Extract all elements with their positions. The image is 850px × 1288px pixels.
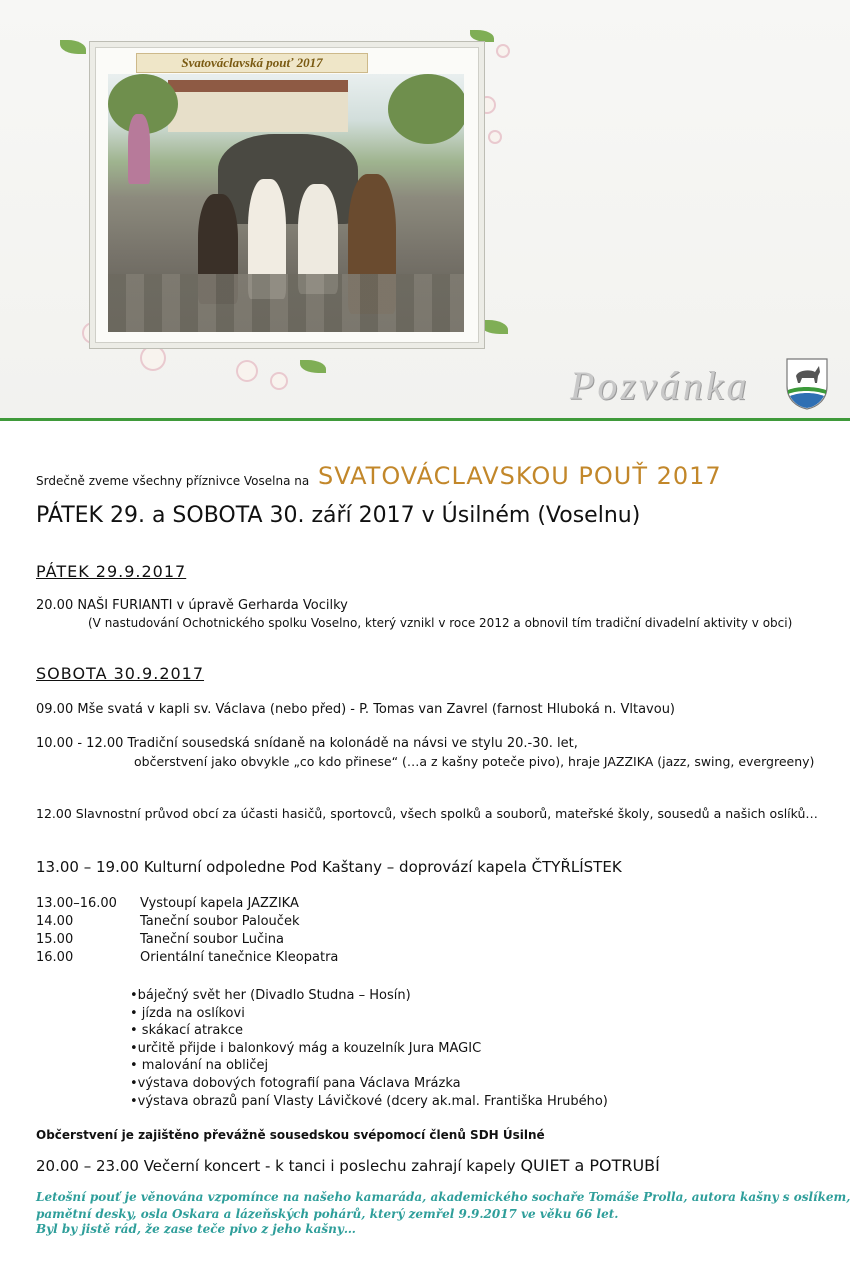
schedule-item: Taneční soubor Palouček [140,914,300,929]
schedule-time: 14.00 [36,914,74,929]
concert-bands: QUIET a POTRUBÍ [520,1156,660,1175]
photo-tree [388,74,464,144]
frame-title: Svatováclavská pouť 2017 [136,53,368,73]
pozvanka-title: Pozvánka [570,363,750,408]
list-item: •určitě přijde i balonkový mág a kouzelník Jura MAGIC [130,1041,482,1056]
photo-frame [96,48,478,342]
event-dates: PÁTEK 29. a SOBOTA 30. září 2017 v Úsilném (Voselnu) [36,503,641,528]
decorative-leaf [480,320,508,334]
memorial-line2: pamětní desky, osla Oskara a lázeňských pohárů, který zemřel 9.9.2017 ve věku 66 let. [36,1207,619,1221]
photo-building [168,92,348,132]
photo-person [128,114,150,184]
decorative-flower [496,44,510,58]
breakfast-line1: 10.00 - 12.00 Tradiční sousedská snídaně na kolonádě na návsi ve stylu 20.-30. let, [36,736,578,751]
friday-line1: 20.00 NAŠI FURIANTI v úpravě Gerharda Vocilky [36,598,348,613]
memorial-line3: Byl by jistě rád, že zase teče pivo z jeho kašny… [36,1222,356,1236]
event-photo [108,74,464,332]
decorative-flower [270,372,288,390]
list-item: • malování na obličej [130,1058,269,1073]
header-banner [0,0,850,420]
photo-pavement [108,274,464,332]
decorative-flower [140,345,166,371]
village-crest-donkey-icon [784,356,830,410]
invite-text: Srdečně zveme všechny příznivce Voselna na [36,474,310,488]
list-item: •báječný svět her (Divadlo Studna – Hosín) [130,988,411,1003]
parade-line: 12.00 Slavnostní průvod obcí za účasti hasičů, sportovců, všech spolků a souborů, mateřské školy, sousedů a našich oslíků… [36,806,818,821]
breakfast-line2: občerstvení jako obvykle „co kdo přinese“ (…a z kašny poteče pivo), hraje JAZZIKA (jazz, swing, evergreeny) [134,754,815,769]
schedule-time: 13.00–16.00 [36,896,117,911]
decorative-leaf [470,30,494,42]
afternoon-line: 13.00 – 19.00 Kulturní odpoledne Pod Kaštany – doprovází kapela ČTYŘLÍSTEK [36,858,622,876]
friday-heading: PÁTEK 29.9.2017 [36,562,187,581]
refreshments-note: Občerstvení je zajištěno převážně sousedskou svépomocí členů SDH Úsilné [36,1128,545,1142]
list-item: •výstava dobových fotografií pana Václava Mrázka [130,1076,461,1091]
photo-fountain [218,134,358,224]
concert-text: 20.00 – 23.00 Večerní koncert - k tanci i poslechu zahrají kapely [36,1157,521,1175]
list-item: • jízda na oslíkovi [130,1006,245,1021]
decorative-flower [478,96,496,114]
schedule-item: Vystoupí kapela JAZZIKA [140,896,299,911]
decorative-flower [488,130,502,144]
saturday-heading: SOBOTA 30.9.2017 [36,664,205,683]
decorative-flower [236,360,258,382]
friday-line2: (V nastudování Ochotnického spolku Voselno, který vznikl v roce 2012 a obnovil tím tradiční divadelní aktivity v obci) [88,616,793,630]
memorial-line1: Letošní pouť je věnována vzpomínce na našeho kamaráda, akademického sochaře Tomáše Prolla, autora kašny s oslíkem, [36,1190,850,1204]
event-name: SVATOVÁCLAVSKOU POUŤ 2017 [318,462,722,490]
list-item: • skákací atrakce [130,1023,244,1038]
mass-line: 09.00 Mše svatá v kapli sv. Václava (nebo před) - P. Tomas van Zavrel (farnost Hluboká n. Vltavou) [36,702,676,717]
schedule-time: 15.00 [36,932,74,947]
decorative-leaf [300,360,326,373]
schedule-item: Taneční soubor Lučina [140,932,284,947]
schedule-time: 16.00 [36,950,74,965]
divider-line [0,418,850,421]
concert-line [36,1156,660,1175]
schedule-item: Orientální tanečnice Kleopatra [140,950,339,965]
decorative-leaf [60,40,86,54]
list-item: •výstava obrazů paní Vlasty Lávičkové (dcery ak.mal. Františka Hrubého) [130,1094,608,1109]
